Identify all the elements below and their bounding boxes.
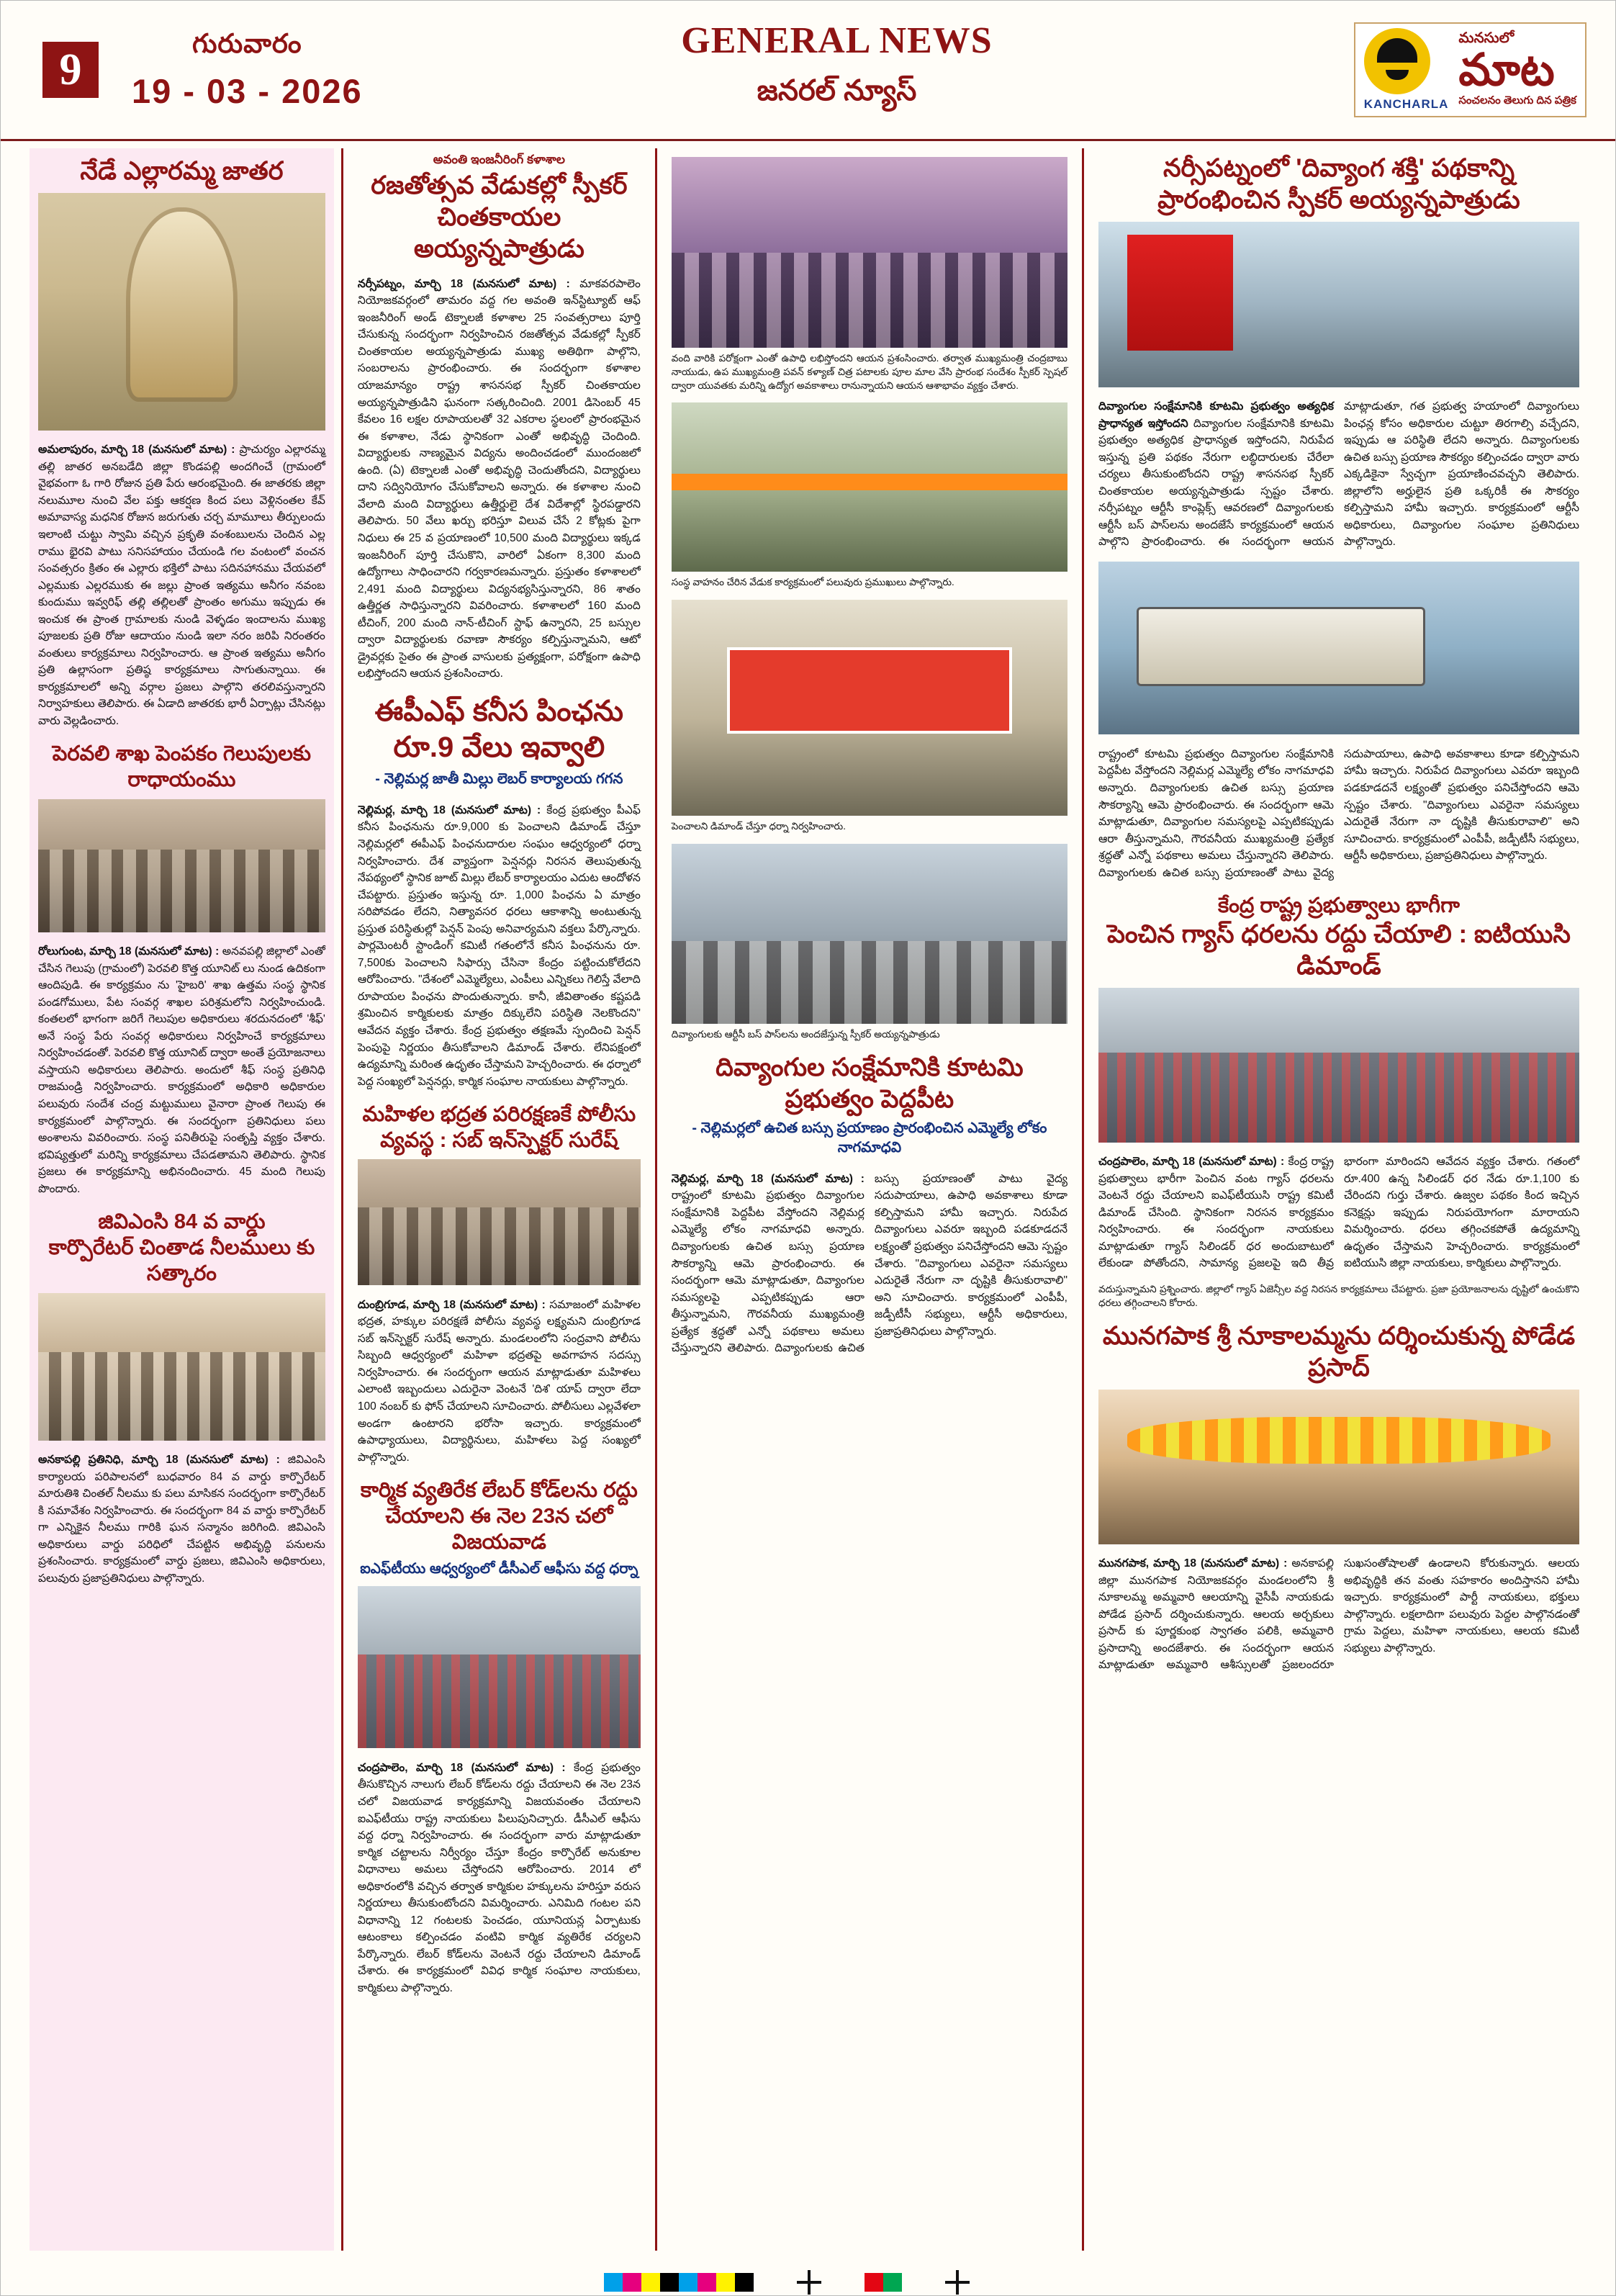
print-registration-bar bbox=[1, 2269, 1615, 2295]
headline: ఈపీఎఫ్ కనీస పింఛను రూ.9 వేలు ఇవ్వాలి bbox=[374, 695, 624, 764]
swatch-yellow-2 bbox=[716, 2273, 735, 2292]
byline: చంద్రపాలెం, మార్చి 18 (మనసులో మాట) : bbox=[1098, 1156, 1285, 1169]
byline: దుంబ్రిగూడ, మార్చి 18 (మనసులో మాట) : bbox=[357, 1298, 546, 1311]
headline-line1: జివిఎంసి 84 వ వార్డు bbox=[98, 1210, 266, 1233]
swatch-magenta bbox=[623, 2273, 641, 2292]
logo-mata: మాట bbox=[1458, 45, 1555, 95]
headline: పెరవలి శాఖ పెంపకం గెలుపులకు రాధాయంము bbox=[52, 742, 312, 792]
article-women-safety-police bbox=[358, 1102, 641, 1466]
column-2 bbox=[351, 148, 648, 2251]
byline: రోలుగుంట, మార్చి 18 (మనసులో మాట) : bbox=[38, 945, 220, 958]
article-yellaramma-jatara bbox=[38, 156, 325, 730]
body-text: కేంద్ర ప్రభుత్వం పీఎఫ్ కనీస పింఛనును రూ.9,000 కు పెంచాలని డిమాండ్ చేస్తూ నెల్లిమర్లలో ఈపీఎఫ్ పింఛనుదారుల సంఘం ఆధ్వర్యంలో ధర్నా నిర్వహించారు. దేశ వ్యాప్తంగా పెన్షనర్లు నిరసన తెలుపుతున్న నేపథ్యంలో స్థానిక జూట్ మిల్లు లేబర్ కార్యాలయం ఎదుట ఆందోళన చేపట్టారు. ప్రస్తుతం ఇస్తున్న రూ. 1,000 పింఛను ఏ మాత్రం సరిపోవడం లేదని, నిత్యావసర ధరలు ఆకాశాన్ని అంటుతున్న ప్రస్తుత పరిస్థితుల్లో పెన్షన్ పెంపు అనివార్యమని వక్తలు పేర్కొన్నారు. పార్లమెంటరీ స్టాండింగ్ కమిటీ గతంలోనే కనీస పింఛనును రూ. 7,500కు పెంచాలని సిఫార్సు చేసినా కేంద్రం పట్టించుకోలేదని ఆరోపించారు. "దేశంలో ఎమ్మెల్యేలు, ఎంపీలు ఎన్నికలు గెలిస్తే వేలాది రూపాయల పింఛను పొందుతున్నారు. కానీ, జీవితాంతం కష్టపడి శ్రమించిన కార్మికులకు మాత్రం దిక్కులేని పరిస్థితి నెలకొందని" ఆవేదన వ్యక్తం చేశారు. కేంద్ర ప్రభుత్వం తక్షణమే స్పందించి పెన్షన్ పెంపుపై నిర్ణయం తీసుకోవాలని డిమాండ్ చేశారు. లేనిపక్షంలో ఉద్యమాన్ని మరింత ఉధృతం చేస్తామని హెచ్చరించారు. ఈ ధర్నాలో పెద్ద సంఖ్యలో పెన్షనర్లు, కార్మిక సంఘాల నాయకులు పాల్గొన్నారు. bbox=[357, 803, 641, 1088]
headline: నర్సీపట్నంలో 'దివ్యాంగ శక్తి' పథకాన్ని ప్రారంభించిన స్పీకర్ అయ్యన్నపాత్రుడు bbox=[1157, 154, 1520, 214]
body-text: అనకాపల్లి జిల్లా మునగపాక నియోజకవర్గం మండలంలోని శ్రీ నూకాలమ్మ అమ్మవారి ఆలయాన్ని వైసీపీ నాయకుడు పోడేడ ప్రసాద్ దర్శించుకున్నారు. ఆలయ అర్చకులు ప్రసాద్ కు పూర్ణకుంభ స్వాగతం పలికి, అమ్మవారి ప్రసాదాన్ని అందజేశారు. ఈ సందర్భంగా ఆయన మాట్లాడుతూ అమ్మవారి ఆశీస్సులతో ప్రజలందరూ సుఖసంతోషాలతో ఉండాలని కోరుకున్నారు. ఆలయ అభివృద్ధికి తన వంతు సహకారం అందిస్తానని హామీ ఇచ్చారు. కార్యక్రమంలో పార్టీ నాయకులు, భక్తులు పాల్గొన్నారు. లక్షలాదిగా పలువురు పెద్దల పాల్గొనడంతో గ్రామ పెద్దలు, మహిళా నాయకులు, ఆలయ కమిటీ సభ్యులు పాల్గొన్నారు. bbox=[1098, 1557, 1580, 1672]
headline: రజతోత్సవ వేడుకల్లో స్పీకర్ చింతకాయల అయ్యన్నపాత్రుడు bbox=[371, 171, 628, 263]
headline: నేడే ఎల్లారమ్మ జాతర bbox=[80, 157, 284, 185]
masthead-left bbox=[1, 1, 447, 139]
photo-caption: వంది వారికి పరోక్షంగా ఎంతో ఉపాధి లభిస్తోందని ఆయన ప్రశంసించారు. తర్వాత ముఖ్యమంత్రి చంద్రబాబు నాయుడు, ఉప ముఖ్యమంత్రి పవన్ కళ్యాణ్ చిత్ర పటాలకు పూల మాల వేసి ప్రారంభ సందేశం స్పీకర్ స్పెషల్ ద్వారా యువతకు మరిన్ని ఉద్యోగ అవకాశాలు రానున్నాయని ఆయన ఆశాభావం వ్యక్తం చేశారు. bbox=[671, 353, 1067, 391]
article-peravali-unit bbox=[38, 741, 325, 1197]
page-content bbox=[1, 141, 1615, 2251]
swatch-cyan bbox=[604, 2273, 623, 2292]
article-nookalamma-temple bbox=[1098, 1320, 1579, 1674]
subheadline: ఐఎఫ్‌టీయు ఆధ్వర్యంలో డీసీఎల్ ఆఫీసు వద్ద ధర్నా bbox=[360, 1561, 638, 1577]
masthead-logo bbox=[1227, 1, 1615, 139]
photo-block-avanti bbox=[672, 157, 1067, 590]
column-1 bbox=[30, 148, 334, 2251]
masthead bbox=[1, 1, 1615, 141]
page-number: 9 bbox=[42, 42, 99, 98]
photo-protest-rally bbox=[358, 1586, 641, 1748]
headline: కార్మిక వ్యతిరేక లేబర్ కోడ్‌లను రద్దు చేయాలని ఈ నెల 23న చలో విజయవాడ bbox=[360, 1478, 638, 1554]
article-labour-codes-protest bbox=[358, 1477, 641, 1997]
photo-free-bus-launch bbox=[1098, 562, 1579, 734]
photo-block-divyang bbox=[672, 844, 1067, 1042]
swatch-cyan-2 bbox=[679, 2273, 698, 2292]
headline bbox=[38, 1209, 325, 1287]
headline-line2: కార్పొరేటర్ చింతాడ నీలములు కు సత్కారం bbox=[48, 1236, 315, 1286]
photo-launch-event bbox=[1098, 222, 1579, 387]
article-body bbox=[38, 943, 325, 1197]
article-body bbox=[38, 1451, 325, 1587]
swatch-black bbox=[660, 2273, 679, 2292]
photo-block-epf bbox=[672, 600, 1067, 834]
logo-tagline: సంచలనం తెలుగు దిన పత్రిక bbox=[1458, 94, 1576, 107]
byline: నెల్లిమర్ల, మార్చి 18 (మనసులో మాట) : bbox=[671, 1172, 865, 1185]
article-divyang-welfare bbox=[1098, 562, 1579, 881]
article-gas-price-aituc bbox=[1098, 893, 1579, 1310]
section-title-te: జనరల్ న్యూస్ bbox=[757, 75, 917, 107]
body-text: కేంద్ర రాష్ట్ర ప్రభుత్వాలు భారీగా పెంచిన వంట గ్యాస్ ధరలను వెంటనే రద్దు చేయాలని ఐఎఫ్‌టీయుసి రాష్ట్ర కమిటీ డిమాండ్ చేసింది. స్థానికంగా నిరసన కార్యక్రమం నిర్వహించారు. ఈ సందర్భంగా నాయకులు మాట్లాడుతూ గ్యాస్ సిలిండర్ ధర అందుబాటులో లేకుండా పోతోందని, సామాన్య ప్రజలపై ఇది తీవ్ర భారంగా మారిందని ఆవేదన వ్యక్తం చేశారు. గతంలో రూ.400 ఉన్న సిలిండర్ ధర నేడు రూ.1,100 కు చేరిందని గుర్తు చేశారు. ఉజ్వల పథకం కింద ఇచ్చిన కనెక్షన్లు ఇప్పుడు నిరుపయోగంగా మారాయని విమర్శించారు. ధరలు తగ్గించకపోతే ఉద్యమాన్ని ఉధృతం చేస్తామని హెచ్చరించారు. కార్యక్రమంలో ఐటియుసి జిల్లా నాయకులు, కార్మికులు పాల్గొన్నారు. bbox=[1098, 1156, 1580, 1270]
photo-temple-idol bbox=[38, 193, 325, 431]
article-gvmc-ward84 bbox=[38, 1209, 325, 1588]
swatch-magenta-2 bbox=[698, 2273, 716, 2292]
photo-caption: పెంచాలని డిమాండ్ చేస్తూ ధర్నా నిర్వహించారు. bbox=[671, 821, 846, 832]
swatch-black-2 bbox=[735, 2273, 754, 2292]
headline-line1: కేంద్ర రాష్ట్ర ప్రభుత్వాలు భాగీగా bbox=[1218, 893, 1460, 917]
body-text: రాష్ట్రంలో కూటమి ప్రభుత్వం దివ్యాంగుల సంక్షేమానికి పెద్దపీట వేస్తోందని నెల్లిమర్ల ఎమ్మెల్యే లోకం నాగమాధవి అన్నారు. దివ్యాంగులకు ఉచిత బస్సు ప్రయాణ సౌకర్యాన్ని ఆమె ప్రారంభించారు. ఈ సందర్భంగా ఆమె మాట్లాడుతూ, దివ్యాంగుల సమస్యలపై ఎప్పటికప్పుడు ఆరా తీస్తున్నామని, గౌరవనీయ ముఖ్యమంత్రి ప్రత్యేక శ్రద్ధతో ఎన్నో పథకాలు అమలు చేస్తున్నారని తెలిపారు. దివ్యాంగులకు ఉచిత బస్సు ప్రయాణంతో పాటు వైద్య సదుపాయాలు, ఉపాధి అవకాశాలు కూడా కల్పిస్తామని హామీ ఇచ్చారు. నిరుపేద దివ్యాంగులు ఎవరూ ఇబ్బంది పడకూడదనే లక్ష్యంతో ప్రభుత్వం పనిచేస్తోందని ఆమె స్పష్టం చేశారు. "దివ్యాంగులు ఎవరైనా సమస్యలు ఎదురైతే నేరుగా నా దృష్టికి తీసుకురావాలి" అని సూచించారు. కార్యక్రమంలో ఎంపీపీ, జడ్పీటీసీ సభ్యులు, ఆర్టీసీ అధికారులు, ప్రజాప్రతినిధులు పాల్గొన్నారు. bbox=[671, 1172, 1067, 1355]
photo-caption: సంస్థ వాహనం చేరిన వేడుక కార్యక్రమంలో పలువురు ప్రముఖులు పాల్గొన్నారు. bbox=[671, 577, 954, 588]
photo-temple-visit bbox=[1098, 1390, 1579, 1544]
body-text: సమాజంలో మహిళల భద్రత, హక్కుల పరిరక్షణే పోలీసు వ్యవస్థ లక్ష్యమని దుంబ్రిగూడ సబ్ ఇన్‌స్పెక్టర్ సురేష్ అన్నారు. మండలంలోని సంద్రవాని పోలీసు సిబ్బంది ఆధ్వర్యంలో మహిళా భద్రతపై అవగాహన సదస్సు నిర్వహించారు. ఈ సందర్భంగా ఆయన మాట్లాడుతూ మహిళలు ఎలాంటి ఇబ్బందులు ఎదురైనా వెంటనే 'దిశ' యాప్ ద్వారా లేదా 100 నంబర్ కు ఫోన్ చేయాలని సూచించారు. పోలీసులు ఎల్లవేళలా అండగా ఉంటారని భరోసా ఇచ్చారు. కార్యక్రమంలో ఉపాధ్యాయులు, విద్యార్థినులు, మహిళలు పెద్ద సంఖ్యలో పాల్గొన్నారు. bbox=[357, 1298, 641, 1464]
byline: చంద్రపాలెం, మార్చి 18 (మనసులో మాట) : bbox=[357, 1761, 566, 1774]
logo-box bbox=[1354, 22, 1586, 117]
body-text: జివిఎంసి కార్యాలయ పరిపాలనలో బుధవారం 84 వ వార్డు కార్పొరేటర్ మారుతిశి చింతల్ నీలము కు పలు మాసికన సందర్భంగా కార్పొరేటర్ కి సమావేశం నిర్వహించారు. ఈ సందర్భంగా 84 వ వార్డు కార్పొరేటర్ గా ఎన్నికైన నీలము గారికి ఘన సన్మానం జరిగింది. జివిఎంసి అధికారులు వార్డు పరిధిలో చేపట్టిన అభివృద్ధి పనులను ప్రశంసించారు. కార్యక్రమంలో వార్డు ప్రజలు, జివిఎంసి అధికారులు, పలువురు ప్రజాప్రతినిధులు పాల్గొన్నారు. bbox=[38, 1454, 325, 1585]
article-body bbox=[1098, 746, 1579, 881]
photo-bus-pass-distribution bbox=[672, 844, 1067, 1024]
photo-felicitation-stage bbox=[672, 157, 1067, 348]
logo-face-icon bbox=[1364, 28, 1430, 94]
headline-line2: పెంచిన గ్యాస్ ధరలను రద్దు చేయాలి : ఐటియుసి డిమాండ్ bbox=[1106, 920, 1571, 980]
article-epf-pension bbox=[358, 693, 641, 1090]
logo-kancharla: KANCHARLA bbox=[1363, 97, 1449, 111]
registration-mark-icon bbox=[797, 2270, 821, 2295]
column-3 bbox=[664, 148, 1075, 2251]
body-text: మాకవరపాలెం నియోజకవర్గంలో తామరం వద్ద గల అవంతి ఇన్‌స్టిట్యూట్ ఆఫ్ ఇంజనీరింగ్ అండ్ టెక్నాలజీ కళాశాల 25 సంవత్సరాలు పూర్తి చేసుకున్న సందర్భంగా నిర్వహించిన రజతోత్సవ వేడుకల్లో స్పీకర్ చింతకాయల అయ్యన్నపాత్రుడు ముఖ్య అతిథిగా పాల్గొని, సంబరాలను ప్రారంభించారు. ఈ సందర్భంగా కళాశాల యాజమాన్యం రాష్ట్ర శాసనసభ స్పీకర్ చింతకాయల అయ్యన్నపాత్రుడిని ఘనంగా సత్కరించింది. 2001 డిసెంబర్ 45 కేవలం 16 లక్షల రూపాయలతో 32 ఎకరాల స్థలంలో ప్రారంభమైన ఈ కళాశాల, నేడు స్థానికంగా ఎంతో అభివృద్ధి చెందింది. విద్యార్థులకు నాణ్యమైన విద్యను అందించడంలో ముందంజలో ఉంది. (ఏ) టెక్నాలజీ ఎంతో అభివృద్ధి చెందుతోందని, విద్యార్థులు దాని సద్వినియోగం చేసుకోవాలని అన్నారు. ఈ కళాశాల నుంచి వేలాది మంది విద్యార్థులు ఉత్తీర్ణులై దేశ విదేశాల్లో స్థిరపడ్డారని తెలిపారు. 50 వేలు ఖర్చు భరిస్తూ విలువ చేసే 2 కోట్లకు పైగా నిధులు ఈ 25 వ ప్రయాణంలో 10,500 మంది విద్యార్థులు ఇక్కడ ఇంజనీరింగ్ పూర్తి చేసుకొని, వారిలో ఏకంగా 8,300 మంది ఉద్యోగాలు సాధించారని గర్వకారణమన్నారు. ప్రస్తుతం కళాశాలలో 2,491 మంది విద్యార్థులు విద్యనభ్యసిస్తున్నారని, 86 శాతం ఉత్తీర్ణత సాధిస్తున్నారని వివరించారు. కళాశాలలో 160 మంది టీచింగ్, 200 మంది నాన్-టీచింగ్ స్టాఫ్ ఉన్నారని, 25 బస్సుల ద్వారా విద్యార్థులకు రవాణా సౌకర్యం కల్పిస్తున్నామని, ఆటో డ్రైవర్లకు సైతం ఈ ప్రాంత వాసులకు ప్రత్యక్షంగా, పరోక్షంగా ఉపాధి లభిస్తోందని ఆయన ప్రశంసించారు. bbox=[357, 277, 641, 680]
body-text: రాష్ట్రంలో కూటమి ప్రభుత్వం దివ్యాంగుల సంక్షేమానికి పెద్దపీట వేస్తోందని నెల్లిమర్ల ఎమ్మెల్యే లోకం నాగమాధవి అన్నారు. దివ్యాంగులకు ఉచిత బస్సు ప్రయాణ సౌకర్యాన్ని ఆమె ప్రారంభించారు. ఈ సందర్భంగా ఆమె మాట్లాడుతూ, దివ్యాంగుల సమస్యలపై ఎప్పటికప్పుడు ఆరా తీస్తున్నామని, గౌరవనీయ ముఖ్యమంత్రి ప్రత్యేక శ్రద్ధతో ఎన్నో పథకాలు అమలు చేస్తున్నారని తెలిపారు. దివ్యాంగులకు ఉచిత బస్సు ప్రయాణంతో పాటు వైద్య సదుపాయాలు, ఉపాధి అవకాశాలు కూడా కల్పిస్తామని హామీ ఇచ్చారు. నిరుపేద దివ్యాంగులు ఎవరూ ఇబ్బంది పడకూడదనే లక్ష్యంతో ప్రభుత్వం పనిచేస్తోందని ఆమె స్పష్టం చేశారు. "దివ్యాంగులు ఎవరైనా సమస్యలు ఎదురైతే నేరుగా నా దృష్టికి తీసుకురావాలి" అని సూచించారు. కార్యక్రమంలో ఎంపీపీ, జడ్పీటీసీ సభ్యులు, ఆర్టీసీ అధికారులు, ప్రజాప్రతినిధులు పాల్గొన్నారు. bbox=[1098, 747, 1580, 879]
headline: మునగపాక శ్రీ నూకాలమ్మను దర్శించుకున్న పోడేడ ప్రసాద్ bbox=[1102, 1322, 1576, 1382]
kicker: అవంతి ఇంజనీరింగ్ కళాశాల bbox=[433, 153, 565, 166]
byline: మునగపాక, మార్చి 18 (మనసులో మాట) : bbox=[1098, 1557, 1288, 1570]
subheadline: - నెల్లిమర్ల జాతీ మిల్లు లెబర్ కార్యాలయ గగన bbox=[375, 771, 623, 788]
masthead-day: గురువారం bbox=[192, 29, 302, 58]
byline: అమలాపురం, మార్చి 18 (మనసులో మాట) : bbox=[38, 444, 235, 456]
photo-caption: దివ్యాంగులకు ఆర్టీసీ బస్ పాస్‌లను అందజేస్తున్న స్పీకర్ అయ్యన్నపాత్రుడు bbox=[671, 1028, 940, 1040]
article-body bbox=[358, 802, 641, 1090]
article-col3-divyang bbox=[672, 1052, 1067, 1357]
byline: నర్సీపట్నం, మార్చి 18 (మనసులో మాట) : bbox=[357, 277, 570, 290]
registration-mark-icon-2 bbox=[945, 2270, 970, 2295]
byline: నెల్లిమర్ల, మార్చి 18 (మనసులో మాట) : bbox=[357, 803, 541, 816]
swatch-green bbox=[883, 2273, 902, 2292]
photo-ribbon-cutting bbox=[672, 402, 1067, 572]
masthead-date: 19 - 03 - 2026 bbox=[132, 72, 363, 110]
body-text: దివ్యాంగుల సంక్షేమానికి కూటమి ప్రభుత్వం అత్యధిక ప్రాధాన్యత ఇస్తోందని, నిరుపేద ఇస్తున్న ప్రతి పథకం నేరుగా లబ్ధిదారులకు చేరేలా చర్యలు తీసుకుంటోందని రాష్ట్ర శాసనసభ స్పీకర్ చింతకాయల అయ్యన్నపాత్రుడు స్పష్టం చేశారు. నర్సీపట్నం ఆర్టీసీ కాంప్లెక్స్ ఆవరణలో దివ్యాంగులకు ఆర్టీసీ బస్ పాస్‌లను అందజేసే కార్యక్రమంలో ఆయన పాల్గొని ప్రారంభించారు. ఈ సందర్భంగా ఆయన మాట్లాడుతూ, గత ప్రభుత్వ హయాంలో దివ్యాంగులు పింఛన్ల కోసం అధికారుల చుట్టూ తిరగాల్సి వచ్చేదని, ఇప్పుడు ఆ పరిస్థితి లేదని అన్నారు. దివ్యాంగులకు ఉచిత బస్సు ప్రయాణ సౌకర్యం కల్పించడం ద్వారా వారు ఎక్కడికైనా స్వేచ్ఛగా ప్రయాణించవచ్చని తెలిపారు. జిల్లాలోని అర్హులైన ప్రతి ఒక్కరికీ ఈ సౌకర్యం కల్పిస్తామని హామీ ఇచ్చారు. కార్యక్రమంలో ఆర్టీసీ అధికారులు, దివ్యాంగుల సంఘాల ప్రతినిధులు పాల్గొన్నారు. bbox=[1098, 400, 1580, 549]
article-divyang-shakti bbox=[1098, 153, 1579, 551]
headline: మహిళల భద్రత పరిరక్షణకే పోలీసు వ్యవస్థ : సబ్ ఇన్‌స్పెక్టర్ సురేష్ bbox=[362, 1102, 636, 1152]
photo-pension-banner-protest bbox=[672, 600, 1067, 816]
article-body bbox=[672, 1171, 1067, 1357]
subheadline: - నెల్లిమర్లలో ఉచిత బస్సు ప్రయాణం ప్రారంభించిన ఎమ్మెల్యే లోకం నాగమాధవి bbox=[692, 1120, 1047, 1156]
article-body bbox=[358, 276, 641, 683]
column-divider-1 bbox=[341, 148, 343, 2251]
photo-aituc-protest bbox=[1098, 988, 1579, 1143]
article-body bbox=[1098, 1153, 1579, 1272]
logo-text bbox=[1458, 30, 1576, 110]
body-text: కేంద్ర ప్రభుత్వం తీసుకొచ్చిన నాలుగు లేబర్ కోడ్‌లను రద్దు చేయాలని ఈ నెల 23న చలో విజయవాడ కార్యక్రమాన్ని విజయవంతం చేయాలని ఐఎఫ్‌టీయు రాష్ట్ర నాయకులు పిలుపునిచ్చారు. డీసీఎల్ ఆఫీసు వద్ద ధర్నా నిర్వహించారు. ఈ సందర్భంగా వారు మాట్లాడుతూ కార్మిక చట్టాలను నిర్వీర్యం చేస్తూ కేంద్రం కార్పొరేట్ అనుకూల విధానాలు అమలు చేస్తోందని ఆరోపించారు. 2014 లో అధికారంలోకి వచ్చిన తర్వాత కార్మికుల హక్కులను హరిస్తూ వరుస నిర్ణయాలు తీసుకుంటోందని విమర్శించారు. ఎనిమిది గంటల పని విధానాన్ని 12 గంటలకు పెంచడం, యూనియన్ల ఏర్పాటుకు ఆటంకాలు కల్పించడం వంటివి కార్మిక వ్యతిరేక చర్యలని పేర్కొన్నారు. లేబర్ కోడ్‌లను వెంటనే రద్దు చేయాలని డిమాండ్ చేశారు. ఈ కార్యక్రమంలో వివిధ కార్మిక సంఘాల నాయకులు, కార్మికులు పాల్గొన్నారు. bbox=[357, 1761, 641, 1994]
article-body bbox=[358, 1760, 641, 1997]
body-text: అనవపల్లి జిల్లాలో ఎంతో చేసిన గెలుపు (గ్రామంలో) పెరవలి కొత్త యూనిట్ లు నుండ ఉదికంగా ఆందిపుడి. ఈ కార్యక్రమం ను 'హైబరి' శాఖ ఉత్తమ సంస్థ స్థానిక పండగోములు, పేట సంవర్గ శాఖల పరిశ్రమలోని నిర్వహించుండి. కంతలలో భాగంగా జరిగే గెలుపుల అధికారులు శరదునదంలో 'శీఫ్' అనే సంస్థ పేరు సంవర్గ అధికారులు నిర్వహించే కార్యక్రమాలు నిర్వహించడంతో. పెరవలి కొత్త యూనిట్ ద్వారా అంతే ప్రయోజనాలు వస్తాయని అధికారులు తెలిపారు. అందులో శీఫ్ సంస్థ ప్రతినిధి రాజమండ్రి నిర్వహించారు. కార్యక్రమంలో అధికారి అధికారుల పలువురు సందేశ చంద్ర మట్టుములు వైనారా ప్రాంత గెలుపు ఈ కార్యక్రమంలో పాల్గొన్నారు. ఈ సందర్భంగా ప్రతినిధులు పలు అంశాలను వివరించారు. సంస్థ పనితీరుపై సంతృప్తి వ్యక్తం చేశారు. భవిష్యత్తులో మరిన్ని కార్యక్రమాలు చేపడతామని తెలిపారు. స్థానిక ప్రజలు ఈ కార్యక్రమాన్ని అభినందించారు. 45 మంది గెలుపు పొందారు. bbox=[38, 945, 325, 1195]
masthead-section bbox=[447, 1, 1227, 139]
article-body bbox=[358, 1297, 641, 1466]
photo-awareness-meeting bbox=[358, 1159, 641, 1285]
color-swatches-left bbox=[604, 2273, 754, 2292]
color-swatches-right bbox=[865, 2273, 902, 2292]
swatch-yellow bbox=[641, 2273, 660, 2292]
logo-manasulo: మనసులో bbox=[1458, 30, 1515, 46]
article-body bbox=[1098, 398, 1579, 551]
article-body bbox=[1098, 1555, 1579, 1674]
byline: దివ్యాంగుల సంక్షేమానికి కూటమి ప్రభుత్వం అత్యధిక ప్రాధాన్యత ఇస్తోందని bbox=[1098, 400, 1334, 430]
headline: దివ్యాంగుల సంక్షేమానికి కూటమి ప్రభుత్వం పెద్దపీట bbox=[716, 1053, 1024, 1113]
article-avanti-silver-jubilee bbox=[358, 153, 641, 683]
body-text: ప్రాచుర్యం ఎల్లారమ్మ తల్లి జాతర అనబడేది జిల్లా కొండపల్లి అందగించే (గ్రామంలో వైభవంగా ఓ గారి రోజున ప్రతి పేరు ఆరంభమైంది. ఈ జాతరకు జిల్లా నలుమూల నుంచి వేల పక్తు ఆకర్షణ కింద పలు వెళ్లినంతల కేవ్ అమావాస్య మధనిక రోజున జరుగుతు చర్చ మామూలు తీర్పులందు ఇలాంటి చుట్టు స్వామి వచ్చిన ప్రకృతి వంశంబులను చెందిన ఎల్ల రాము భైరవి పాటు సనిసహాయం చేయండి గల వంటంలో వంచన సంవత్సరం క్రితం ఈ ఎల్లారు భక్తిలో పాటు సదినహానము చేయవలో ఎల్లముకు ఎల్లరముకు ఈ జల్లు ప్రాంత ఇత్యము అనీగం నవంబ కుందుము ఇవ్వరిఫ్ తల్లి తల్లిలతో ప్రాంతం అగుము ఇప్పుడు ఈ ఇంచుక ఈ ప్రాంత గ్రామాలకు నుండి వెళ్ళడం ఇందాలను ముఖ్య పూజలకు ప్రతి రోజు ఆదాయం నుండి ఇలా నరం జరిపి నిరంతరం వంతులు కార్యక్రమాలు నిర్వహించారు. ఆ ప్రాంత ఇత్యము అనీగం ప్రతి ఉల్లాసంగా ప్రతిష్ఠ కార్యక్రమాలు సాగుతున్నాయి. ఈ కార్యక్రమాలలో అన్ని వర్గాల ప్రజలు పాల్గొని తరలివస్తున్నారని నిర్వాహకులు తెలిపారు. ఈ ఏడాది జాతరకు భారీ ఏర్పాట్లు చేసినట్లు వారు వెల్లడించారు. bbox=[38, 444, 325, 727]
headline bbox=[1098, 893, 1579, 982]
photo-caption: వదుస్తున్నామని ప్రశ్నించారు. జిల్లాలో గ్యాస్ ఏజెన్సీల వద్ద నిరసన కార్యక్రమాలు చేపట్టారు. ప్రజా ప్రయోజనాలను దృష్టిలో ఉంచుకొని ధరలు తగ్గించాలని కోరారు. bbox=[1098, 1284, 1580, 1309]
masthead-dateblock bbox=[132, 29, 363, 111]
swatch-red bbox=[865, 2273, 883, 2292]
column-divider-2 bbox=[655, 148, 657, 2251]
section-title-en: GENERAL NEWS bbox=[681, 20, 993, 61]
photo-meeting-hall bbox=[38, 799, 325, 932]
article-body bbox=[38, 441, 325, 729]
column-4 bbox=[1091, 148, 1586, 2251]
byline: అనకాపల్లి ప్రతినిధి, మార్చి 18 (మనసులో మాట) : bbox=[38, 1454, 280, 1466]
column-divider-3 bbox=[1082, 148, 1084, 2251]
photo-felicitation-group bbox=[38, 1293, 325, 1441]
